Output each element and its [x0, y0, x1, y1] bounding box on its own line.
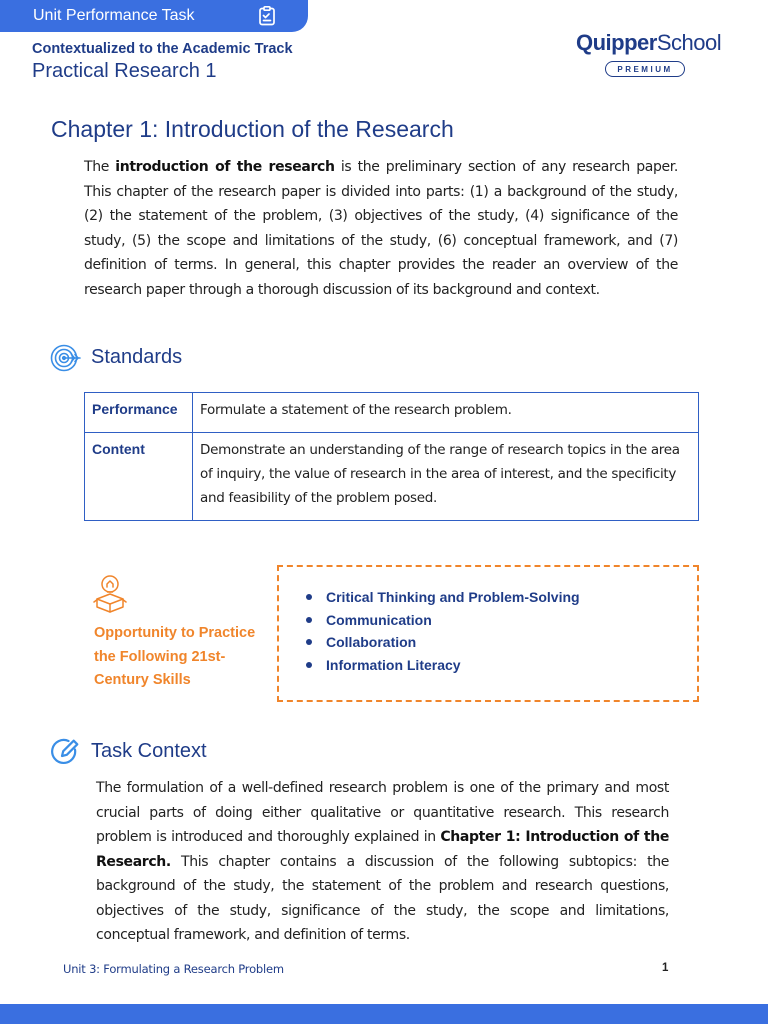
task-context-heading: Task Context [91, 740, 207, 762]
skills-caption: Opportunity to Practice the Following 21st-Century Skills [94, 625, 256, 688]
lightbulb-box-icon [93, 573, 127, 613]
pencil-circle-icon [50, 736, 82, 768]
standard-label: Performance [85, 393, 193, 433]
standard-value: Demonstrate an understanding of the range of research topics in the area of inquiry, the value of research in the area of interest, and the specificity and feasibility of the problem posed. [193, 433, 699, 521]
list-item: Collaboration [303, 631, 580, 654]
task-context-paragraph: The formulation of a well-defined research problem is one of the primary and most crucial parts of doing either qualitative or quantitative research. This research problem is introduced and thoroughly explained in Chapter 1: Introduction of the Research. This chapter contains a discussion of the following subtopics: the background of the study, the statement of the problem and research questions, objectives of the study, significance of the study, the scope and limitations, conceptual framework, and definition of terms. [96, 780, 669, 943]
clipboard-check-icon [256, 5, 278, 27]
premium-badge: PREMIUM [605, 61, 685, 77]
academic-track-label: Contextualized to the Academic Track [32, 41, 293, 57]
standard-label: Content [85, 433, 193, 521]
list-item: Critical Thinking and Problem-Solving [303, 586, 580, 609]
target-icon [50, 342, 82, 374]
standards-heading: Standards [91, 346, 183, 368]
table-row [85, 393, 699, 433]
skills-list [303, 586, 580, 676]
chapter-intro-paragraph: The introduction of the research is the preliminary section of any research paper. This chapter of the research paper is divided into parts: (1) a background of the study, (2) the statement of the problem, (3) objectives of the study, (4) significance of the study, (5) the scope and limitations of the study, (6) conceptual framework, and (7) definition of terms. In general, this chapter provides the reader an overview of the research paper through a thorough discussion of its background and context. [84, 159, 678, 298]
page-number: 1 [662, 962, 669, 974]
footer-bar [0, 1004, 768, 1024]
standards-table [84, 392, 699, 521]
tab-label: Unit Performance Task [33, 7, 195, 24]
list-item: Communication [303, 609, 580, 632]
chapter-title: Chapter 1: Introduction of the Research [51, 116, 454, 142]
footer-unit-label: Unit 3: Formulating a Research Problem [63, 962, 284, 976]
list-item: Information Literacy [303, 654, 580, 677]
unit-performance-task-tab [0, 0, 308, 32]
quipper-school-logo [576, 30, 722, 80]
table-row [85, 433, 699, 521]
brand-name: QuipperSchool [576, 30, 722, 55]
standard-value: Formulate a statement of the research problem. [193, 393, 699, 433]
subject-title: Practical Research 1 [32, 60, 217, 82]
